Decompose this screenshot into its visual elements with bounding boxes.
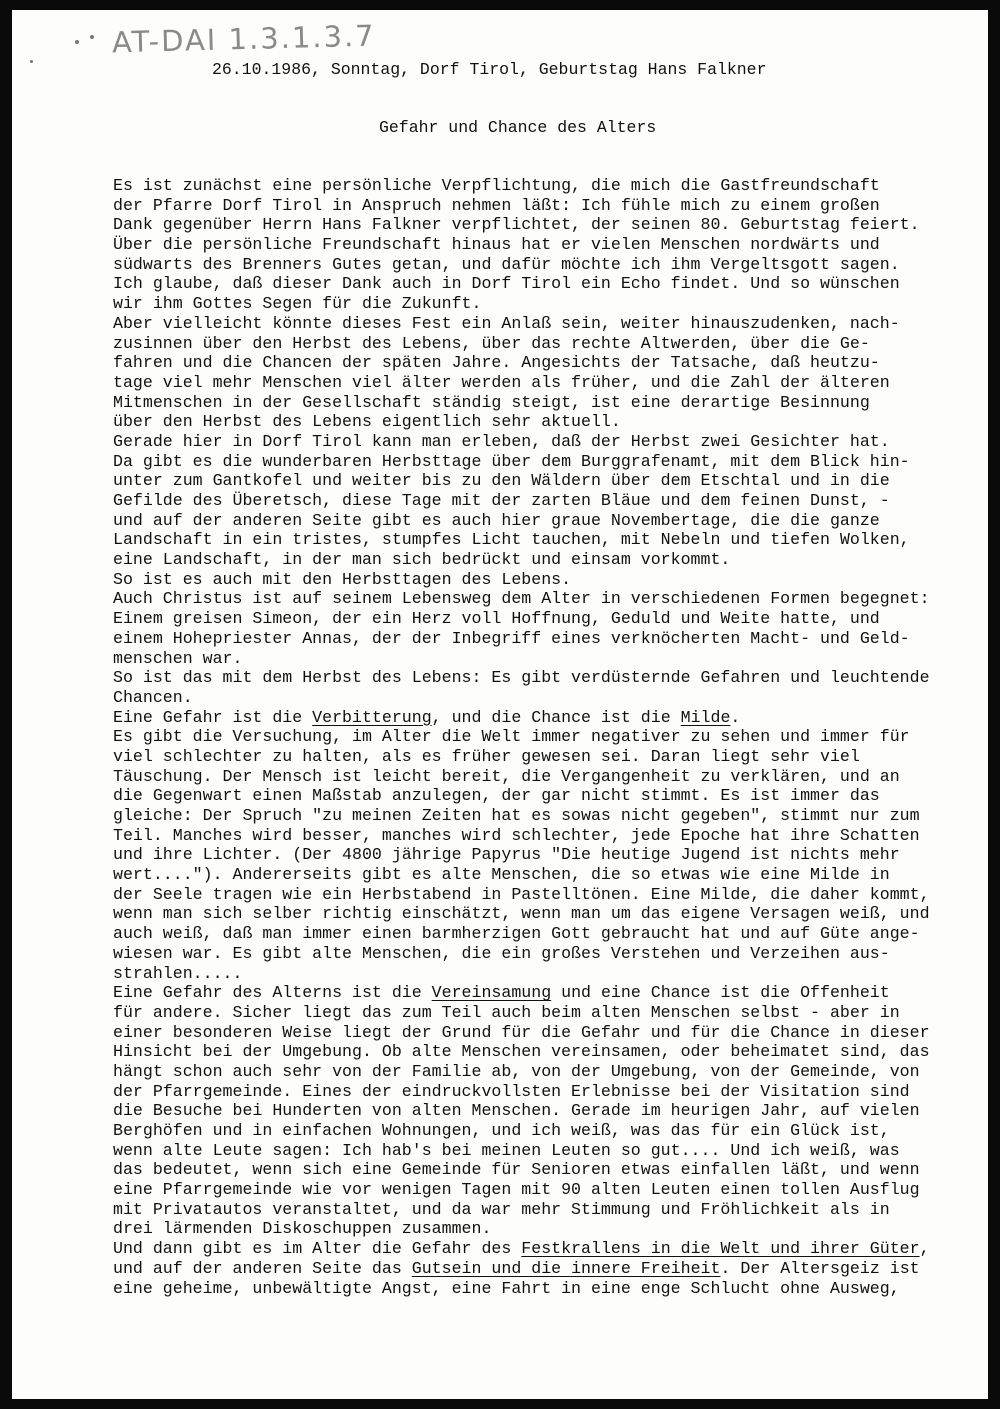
text-segment: Mitmenschen in der Gesellschaft ständig steigt, ist eine derartige Besinnung [113,392,870,412]
text-segment: die Gegenwart einen Maßstab anzulegen, der gar nicht stimmt. Es ist immer das [113,786,880,806]
ink-dot [75,40,79,44]
text-segment: So ist das mit dem Herbst des Lebens: Es gibt verdüsternde Gefahren und leuchtende [113,668,930,688]
text-segment: wir ihm Gottes Segen für die Zukunft. [113,294,482,314]
text-line [113,944,983,964]
text-segment: und auf der anderen Seite gibt es auch hier graue Novembertage, die die ganze [113,510,880,530]
text-line [113,1239,983,1259]
text-line [113,393,983,413]
text-line [113,1042,983,1062]
text-line [113,255,983,275]
text-line [113,471,983,491]
text-line [113,767,983,787]
text-segment: wenn alte Leute sagen: Ich hab's bei meinen Leuten so gut.... Und ich weiß, was [113,1140,900,1160]
text-segment: gleiche: Der Spruch "zu meinen Zeiten hat es sowas nicht gegeben", stimmt nur zum [113,806,920,825]
text-segment: wiesen war. Es gibt alte Menschen, die ein großes Verstehen und Verzeihen aus- [113,943,890,963]
underlined-phrase: Milde [680,707,731,727]
text-segment: Es gibt die Versuchung, im Alter die Welt immer negativer zu sehen und immer für [113,727,910,747]
text-segment: das bedeutet, wenn sich eine Gemeinde für Senioren etwas einfallen läßt, und wenn [113,1160,920,1180]
text-line [113,1279,983,1299]
text-segment: einem Hohepriester Annas, der der Inbegriff eines verknöcherten Macht- und Geld- [113,628,910,648]
text-line [113,708,983,728]
text-line [113,1200,983,1220]
text-line [113,1023,983,1043]
text-segment: und ihre Lichter. (Der 4800 jährige Papyrus "Die heutige Jugend ist nichts mehr [113,845,900,865]
text-segment: Berghöfen und in einfachen Wohnungen, und ich weiß, was das für ein Glück ist, [113,1121,890,1140]
text-line [113,511,983,531]
text-line [113,235,983,255]
text-segment: Chancen. [113,687,193,707]
text-segment: eine geheime, unbewältigte Angst, eine Fahrt in eine enge Schlucht ohne Ausweg, [113,1278,900,1298]
text-segment: hängt schon auch sehr von der Familie ab, von der Umgebung, von der Gemeinde, von [113,1061,920,1081]
underlined-phrase: Verbitterung [312,707,432,727]
text-segment: fahren und die Chancen der späten Jahre. Angesichts der Tatsache, daß heutzu- [113,353,880,373]
text-segment: Dank gegenüber Herrn Hans Falkner verpflichtet, der seinen 80. Geburtstag feiert. [113,215,920,235]
underlined-phrase: Gutsein und die innere Freiheit [411,1258,721,1278]
text-line [113,1003,983,1023]
text-segment: Ich glaube, daß dieser Dank auch in Dorf Tirol ein Echo findet. Und so wünschen [113,274,900,294]
text-line [113,412,983,432]
text-segment: und eine Chance ist die Offenheit [551,983,890,1003]
archive-signature-mark: AT-DAI 1.3.1.3.7 [111,18,377,60]
text-segment: Teil. Manches wird besser, manches wird schlechter, jede Epoche hat ihre Schatten [113,825,920,845]
text-segment: Über die persönliche Freundschaft hinaus hat er vielen Menschen nordwärts und [113,235,880,255]
text-line [113,1101,983,1121]
text-segment: strahlen..... [113,963,243,983]
text-segment: wert...."). Andererseits gibt es alte Menschen, die so etwas wie eine Milde in [113,865,890,885]
text-segment: Täuschung. Der Mensch ist leicht bereit, die Vergangenheit zu verklären, und an [113,766,900,786]
text-line [113,668,983,688]
text-line [113,432,983,452]
text-line [113,629,983,649]
text-line [113,1219,983,1239]
text-segment: . Der Altersgeiz ist [720,1258,920,1278]
text-segment: menschen war. [113,648,243,668]
text-line [113,1082,983,1102]
text-line [113,452,983,472]
text-line [113,786,983,806]
text-segment: , [919,1239,930,1259]
text-line [113,314,983,334]
text-line [113,964,983,984]
text-segment: Eine Gefahr ist die [113,707,313,727]
date-line: 26.10.1986, Sonntag, Dorf Tirol, Geburtstag Hans Falkner [212,60,767,79]
text-line [113,570,983,590]
text-line [113,649,983,669]
text-line [113,826,983,846]
text-segment: wenn man sich selber richtig einschätzt, wenn man um das eigene Versagen weiß, und [113,904,930,924]
text-segment: Eine Gefahr des Alterns ist die [113,983,432,1003]
text-segment: Hinsicht bei der Umgebung. Ob alte Menschen vereinsamen, oder beheimatet sind, das [113,1042,930,1062]
text-line [113,747,983,767]
text-line [113,176,983,196]
text-segment: südwarts des Brenners Gutes getan, und dafür möchte ich ihm Vergeltsgott sagen. [113,254,900,274]
text-segment: . [730,707,741,727]
text-segment: die Besuche bei Hunderten von alten Menschen. Gerade im heurigen Jahr, auf vielen [113,1101,920,1121]
text-line [113,727,983,747]
text-line [113,274,983,294]
text-segment: der Pfarre Dorf Tirol in Anspruch nehmen läßt: Ich fühle mich zu einem großen [113,195,880,215]
text-line [113,491,983,511]
text-line [113,983,983,1003]
text-segment: eine Pfarrgemeinde wie vor wenigen Tagen mit 90 alten Leuten einen tollen Ausflug [113,1180,920,1200]
document-title: Gefahr und Chance des Alters [379,118,657,137]
ink-dot [90,35,94,39]
text-segment: auch weiß, daß man immer einen barmherzigen Gott gebraucht hat und auf Güte ange- [113,924,920,944]
text-line [113,1121,983,1141]
text-segment: zusinnen über den Herbst des Lebens, über das rechte Altwerden, über die Ge- [113,333,870,353]
text-line [113,609,983,629]
text-line [113,1160,983,1180]
text-segment: für andere. Sicher liegt das zum Teil auch beim alten Menschen selbst - aber in [113,1002,900,1022]
text-line [113,550,983,570]
text-line [113,196,983,216]
text-segment: , und die Chance ist die [431,707,681,727]
text-line [113,530,983,550]
text-line [113,688,983,708]
text-line [113,1062,983,1082]
text-line [113,904,983,924]
text-segment: Und dann gibt es im Alter die Gefahr des [113,1239,522,1259]
text-segment: drei lärmenden Diskoschuppen zusammen. [113,1219,492,1239]
text-segment: eine Landschaft, in der man sich bedrückt und einsam vorkommt. [113,550,731,570]
text-line [113,1141,983,1161]
text-segment: tage viel mehr Menschen viel älter werden als früher, und die Zahl der älteren [113,372,890,392]
text-segment: einer besonderen Weise liegt der Grund für die Gefahr und für die Chance in dieser [113,1022,930,1042]
text-segment: der Seele tragen wie ein Herbstabend in Pastelltönen. Eine Milde, die daher kommt, [113,884,930,904]
document-page [12,10,988,1399]
text-segment: Da gibt es die wunderbaren Herbsttage über dem Burggrafenamt, mit dem Blick hin- [113,451,910,471]
text-segment: mit Privatautos veranstaltet, und da war mehr Stimmung und Fröhlichkeit als in [113,1199,890,1219]
text-segment: Einem greisen Simeon, der ein Herz voll Hoffnung, Geduld und Weite hatte, und [113,609,880,629]
text-segment: Es ist zunächst eine persönliche Verpflichtung, die mich die Gastfreundschaft [113,176,880,195]
text-line [113,924,983,944]
underlined-phrase: Festkrallens in die Welt und ihrer Güter [521,1239,920,1259]
text-line [113,215,983,235]
text-segment: Landschaft in ein tristes, stumpfes Licht tauchen, mit Nebeln und tiefen Wolken, [113,530,910,550]
text-segment: Aber vielleicht könnte dieses Fest ein Anlaß sein, weiter hinauszudenken, nach- [113,313,900,333]
ink-dot [30,60,33,63]
text-line [113,353,983,373]
text-segment: der Pfarrgemeinde. Eines der eindruckvollsten Erlebnisse bei der Visitation sind [113,1081,910,1101]
text-segment: Gefilde des Überetsch, diese Tage mit der zarten Bläue und dem feinen Dunst, - [113,491,890,510]
text-line [113,865,983,885]
text-line [113,806,983,826]
text-line [113,589,983,609]
body-text [113,176,983,1298]
text-line [113,845,983,865]
text-segment: und auf der anderen Seite das [113,1258,412,1278]
text-line [113,1259,983,1279]
text-segment: Auch Christus ist auf seinem Lebensweg dem Alter in verschiedenen Formen begegnet: [113,589,930,609]
text-segment: unter zum Gantkofel und weiter bis zu den Wäldern über dem Etschtal und in die [113,471,890,491]
text-segment: viel schlechter zu halten, als es früher gewesen sei. Daran liegt sehr viel [113,746,860,766]
text-line [113,1180,983,1200]
text-segment: über den Herbst des Lebens eigentlich sehr aktuell. [113,412,621,432]
text-line [113,373,983,393]
text-line [113,294,983,314]
text-segment: So ist es auch mit den Herbsttagen des Lebens. [113,569,572,589]
underlined-phrase: Vereinsamung [431,983,552,1003]
text-segment: Gerade hier in Dorf Tirol kann man erleben, daß der Herbst zwei Gesichter hat. [113,431,890,451]
text-line [113,885,983,905]
text-line [113,334,983,354]
